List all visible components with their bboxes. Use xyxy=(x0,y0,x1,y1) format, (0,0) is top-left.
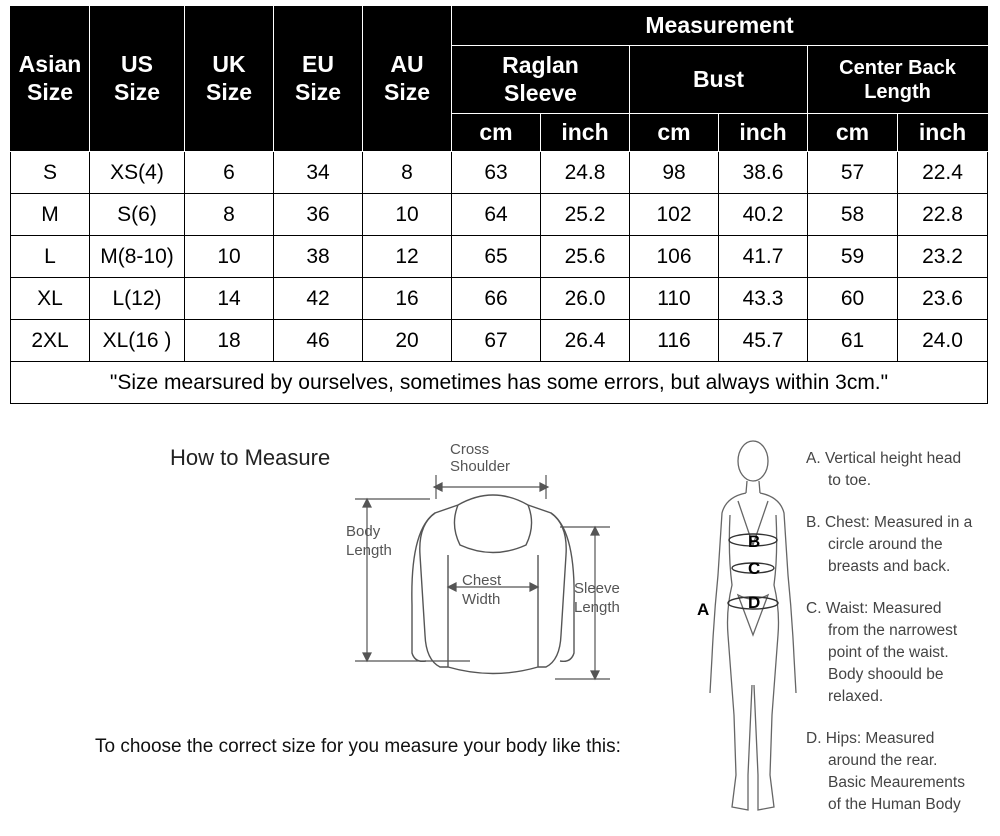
table-cell: 58 xyxy=(808,194,898,236)
table-cell: XS(4) xyxy=(90,152,185,194)
table-cell: 57 xyxy=(808,152,898,194)
table-cell: 46 xyxy=(274,320,363,362)
figure-label-c: C xyxy=(748,559,761,578)
legend-item-line: from the narrowest xyxy=(828,622,958,639)
legend-item-line: to toe. xyxy=(828,472,872,489)
table-cell: 20 xyxy=(363,320,452,362)
table-cell: XL xyxy=(11,278,90,320)
header-asian-size: Asian Size xyxy=(11,7,90,152)
table-cell: 10 xyxy=(363,194,452,236)
legend-item-line: of the Human Body xyxy=(828,796,961,813)
header-au-size: AU Size xyxy=(363,7,452,152)
table-cell: 36 xyxy=(274,194,363,236)
garment-diagram xyxy=(330,435,650,700)
body-length-label-1: Body xyxy=(346,523,381,540)
table-row xyxy=(11,194,988,236)
size-chart-table xyxy=(10,6,988,404)
unit-header: inch xyxy=(541,114,630,152)
unit-header: cm xyxy=(452,114,541,152)
table-cell: 18 xyxy=(185,320,274,362)
table-cell: 26.0 xyxy=(541,278,630,320)
table-row xyxy=(11,152,988,194)
table-cell: 22.8 xyxy=(898,194,988,236)
measurement-legend xyxy=(806,448,998,836)
table-cell: 41.7 xyxy=(719,236,808,278)
legend-item-line: around the rear. xyxy=(828,752,938,769)
table-cell: 61 xyxy=(808,320,898,362)
unit-header: cm xyxy=(808,114,898,152)
table-cell: 43.3 xyxy=(719,278,808,320)
table-cell: 6 xyxy=(185,152,274,194)
garment-collar xyxy=(458,495,528,505)
table-cell: 10 xyxy=(185,236,274,278)
table-row xyxy=(11,320,988,362)
header-raglan-sleeve: Raglan Sleeve xyxy=(452,46,630,114)
table-cell: 24.8 xyxy=(541,152,630,194)
table-cell: 40.2 xyxy=(719,194,808,236)
table-row xyxy=(11,278,988,320)
table-cell: 67 xyxy=(452,320,541,362)
table-cell: L(12) xyxy=(90,278,185,320)
table-cell: 22.4 xyxy=(898,152,988,194)
legend-item xyxy=(806,728,998,816)
table-cell: 59 xyxy=(808,236,898,278)
table-cell: 23.6 xyxy=(898,278,988,320)
table-cell: 66 xyxy=(452,278,541,320)
legend-item-heading: C. Waist: Measured xyxy=(806,600,942,617)
table-cell: 14 xyxy=(185,278,274,320)
table-row xyxy=(11,236,988,278)
chest-width-label-2: Width xyxy=(462,591,501,608)
table-cell: S xyxy=(11,152,90,194)
legend-item-line: relaxed. xyxy=(828,688,884,705)
table-cell: 23.2 xyxy=(898,236,988,278)
legend-item-line: breasts and back. xyxy=(828,558,951,575)
table-cell: 110 xyxy=(630,278,719,320)
table-cell: 60 xyxy=(808,278,898,320)
table-cell: S(6) xyxy=(90,194,185,236)
human-body-figure xyxy=(690,435,800,823)
header-center-back-length: Center Back Length xyxy=(808,46,988,114)
table-cell: 25.2 xyxy=(541,194,630,236)
unit-header: cm xyxy=(630,114,719,152)
legend-item-heading: D. Hips: Measured xyxy=(806,730,935,747)
table-cell: 8 xyxy=(185,194,274,236)
table-cell: XL(16 ) xyxy=(90,320,185,362)
legend-item-line: Body shoould be xyxy=(828,666,944,683)
table-cell: 24.0 xyxy=(898,320,988,362)
table-cell: 45.7 xyxy=(719,320,808,362)
table-cell: M xyxy=(11,194,90,236)
cross-shoulder-label-2: Shoulder xyxy=(450,458,511,475)
legend-item-line: circle around the xyxy=(828,536,943,553)
sleeve-length-label-1: Sleeve xyxy=(574,580,620,597)
table-cell: 12 xyxy=(363,236,452,278)
table-cell: 63 xyxy=(452,152,541,194)
header-measurement: Measurement xyxy=(452,7,988,46)
header-uk-size: UK Size xyxy=(185,7,274,152)
table-cell: M(8-10) xyxy=(90,236,185,278)
legend-item-line: point of the waist. xyxy=(828,644,949,661)
table-cell: 116 xyxy=(630,320,719,362)
figure-label-a: A xyxy=(697,600,710,619)
legend-item xyxy=(806,512,998,578)
table-cell: 102 xyxy=(630,194,719,236)
legend-item xyxy=(806,448,998,492)
cross-shoulder-label-1: Cross xyxy=(450,441,490,458)
unit-header: inch xyxy=(898,114,988,152)
table-cell: 34 xyxy=(274,152,363,194)
header-eu-size: EU Size xyxy=(274,7,363,152)
header-bust: Bust xyxy=(630,46,808,114)
chest-width-label-1: Chest xyxy=(462,572,502,589)
legend-item-line: Basic Meaurements xyxy=(828,774,965,791)
table-cell: 25.6 xyxy=(541,236,630,278)
instruction-text: To choose the correct size for you measure your body like this: xyxy=(95,736,621,757)
table-cell: L xyxy=(11,236,90,278)
sleeve-length-label-2: Length xyxy=(574,599,620,616)
figure-label-d: D xyxy=(748,593,761,612)
legend-item xyxy=(806,598,998,708)
table-cell: 64 xyxy=(452,194,541,236)
table-cell: 38 xyxy=(274,236,363,278)
legend-item-heading: A. Vertical height head xyxy=(806,450,962,467)
table-cell: 26.4 xyxy=(541,320,630,362)
table-cell: 106 xyxy=(630,236,719,278)
table-cell: 38.6 xyxy=(719,152,808,194)
table-cell: 42 xyxy=(274,278,363,320)
legend-item-heading: B. Chest: Measured in a xyxy=(806,514,973,531)
table-cell: 8 xyxy=(363,152,452,194)
table-cell: 65 xyxy=(452,236,541,278)
unit-header: inch xyxy=(719,114,808,152)
measurement-note: "Size mearsured by ourselves, sometimes has some errors, but always within 3cm." xyxy=(11,362,988,404)
figure-label-b: B xyxy=(748,532,761,551)
header-us-size: US Size xyxy=(90,7,185,152)
table-cell: 16 xyxy=(363,278,452,320)
how-to-measure-title: How to Measure xyxy=(170,445,331,470)
table-cell: 2XL xyxy=(11,320,90,362)
table-cell: 98 xyxy=(630,152,719,194)
body-length-label-2: Length xyxy=(346,542,392,559)
